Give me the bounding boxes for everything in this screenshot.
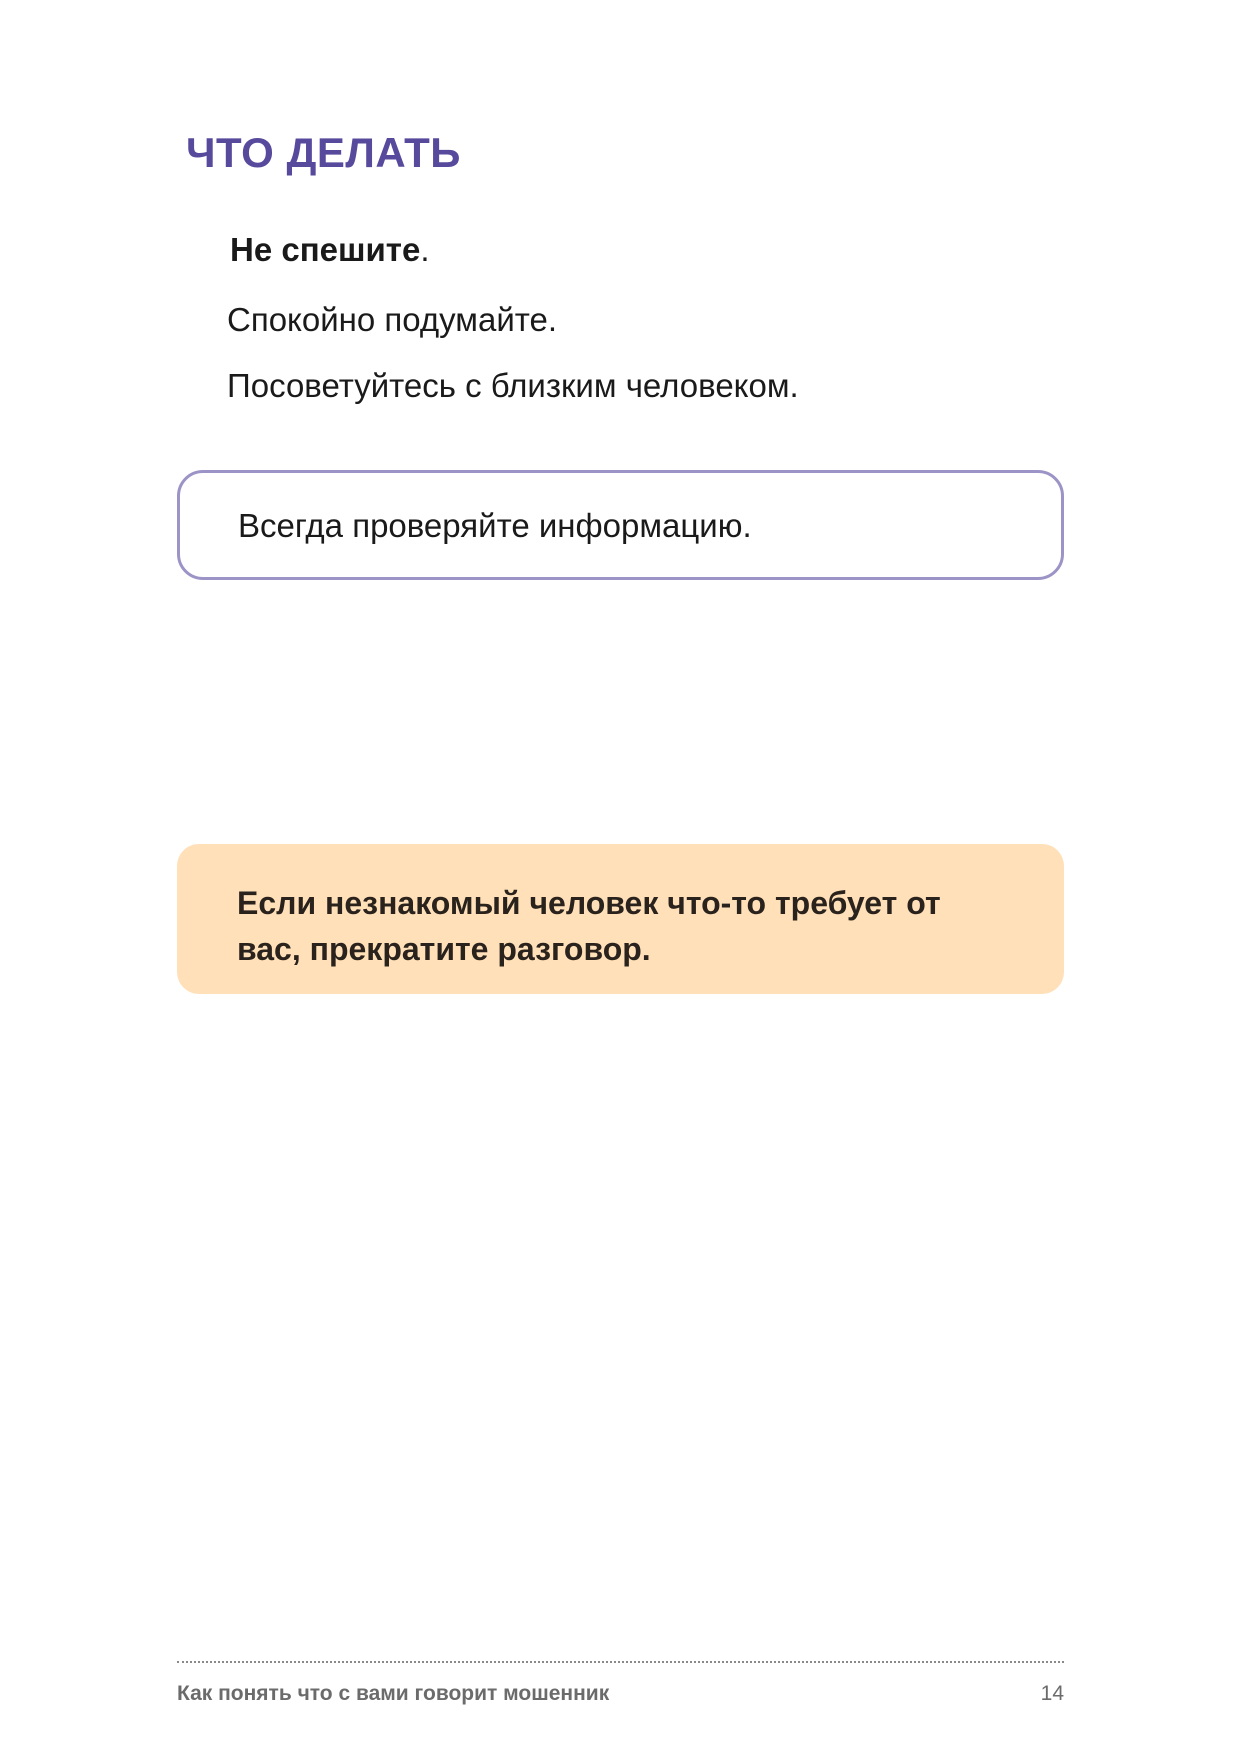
advice-line-consult-close-person: Посоветуйтесь с близким человеком. xyxy=(227,367,799,404)
tip-box xyxy=(177,470,1064,580)
footer-divider xyxy=(177,1661,1064,1663)
warning-box xyxy=(177,844,1064,994)
section-heading: ЧТО ДЕЛАТЬ xyxy=(186,129,461,176)
footer-document-title: Как понять что с вами говорит мошенник xyxy=(177,1682,610,1705)
advice-line-think-calmly: Спокойно подумайте. xyxy=(227,301,558,338)
tip-box-text: Всегда проверяйте информацию. xyxy=(238,507,752,544)
advice-line-rest-part: . xyxy=(420,231,430,268)
warning-box-text: Если незнакомый человек что-то требует от вас, прекратите разговор. xyxy=(237,885,941,967)
advice-line-bold-part: Не спешите xyxy=(230,231,421,268)
page-number: 14 xyxy=(1040,1682,1064,1705)
advice-line-dont-rush xyxy=(230,230,429,270)
